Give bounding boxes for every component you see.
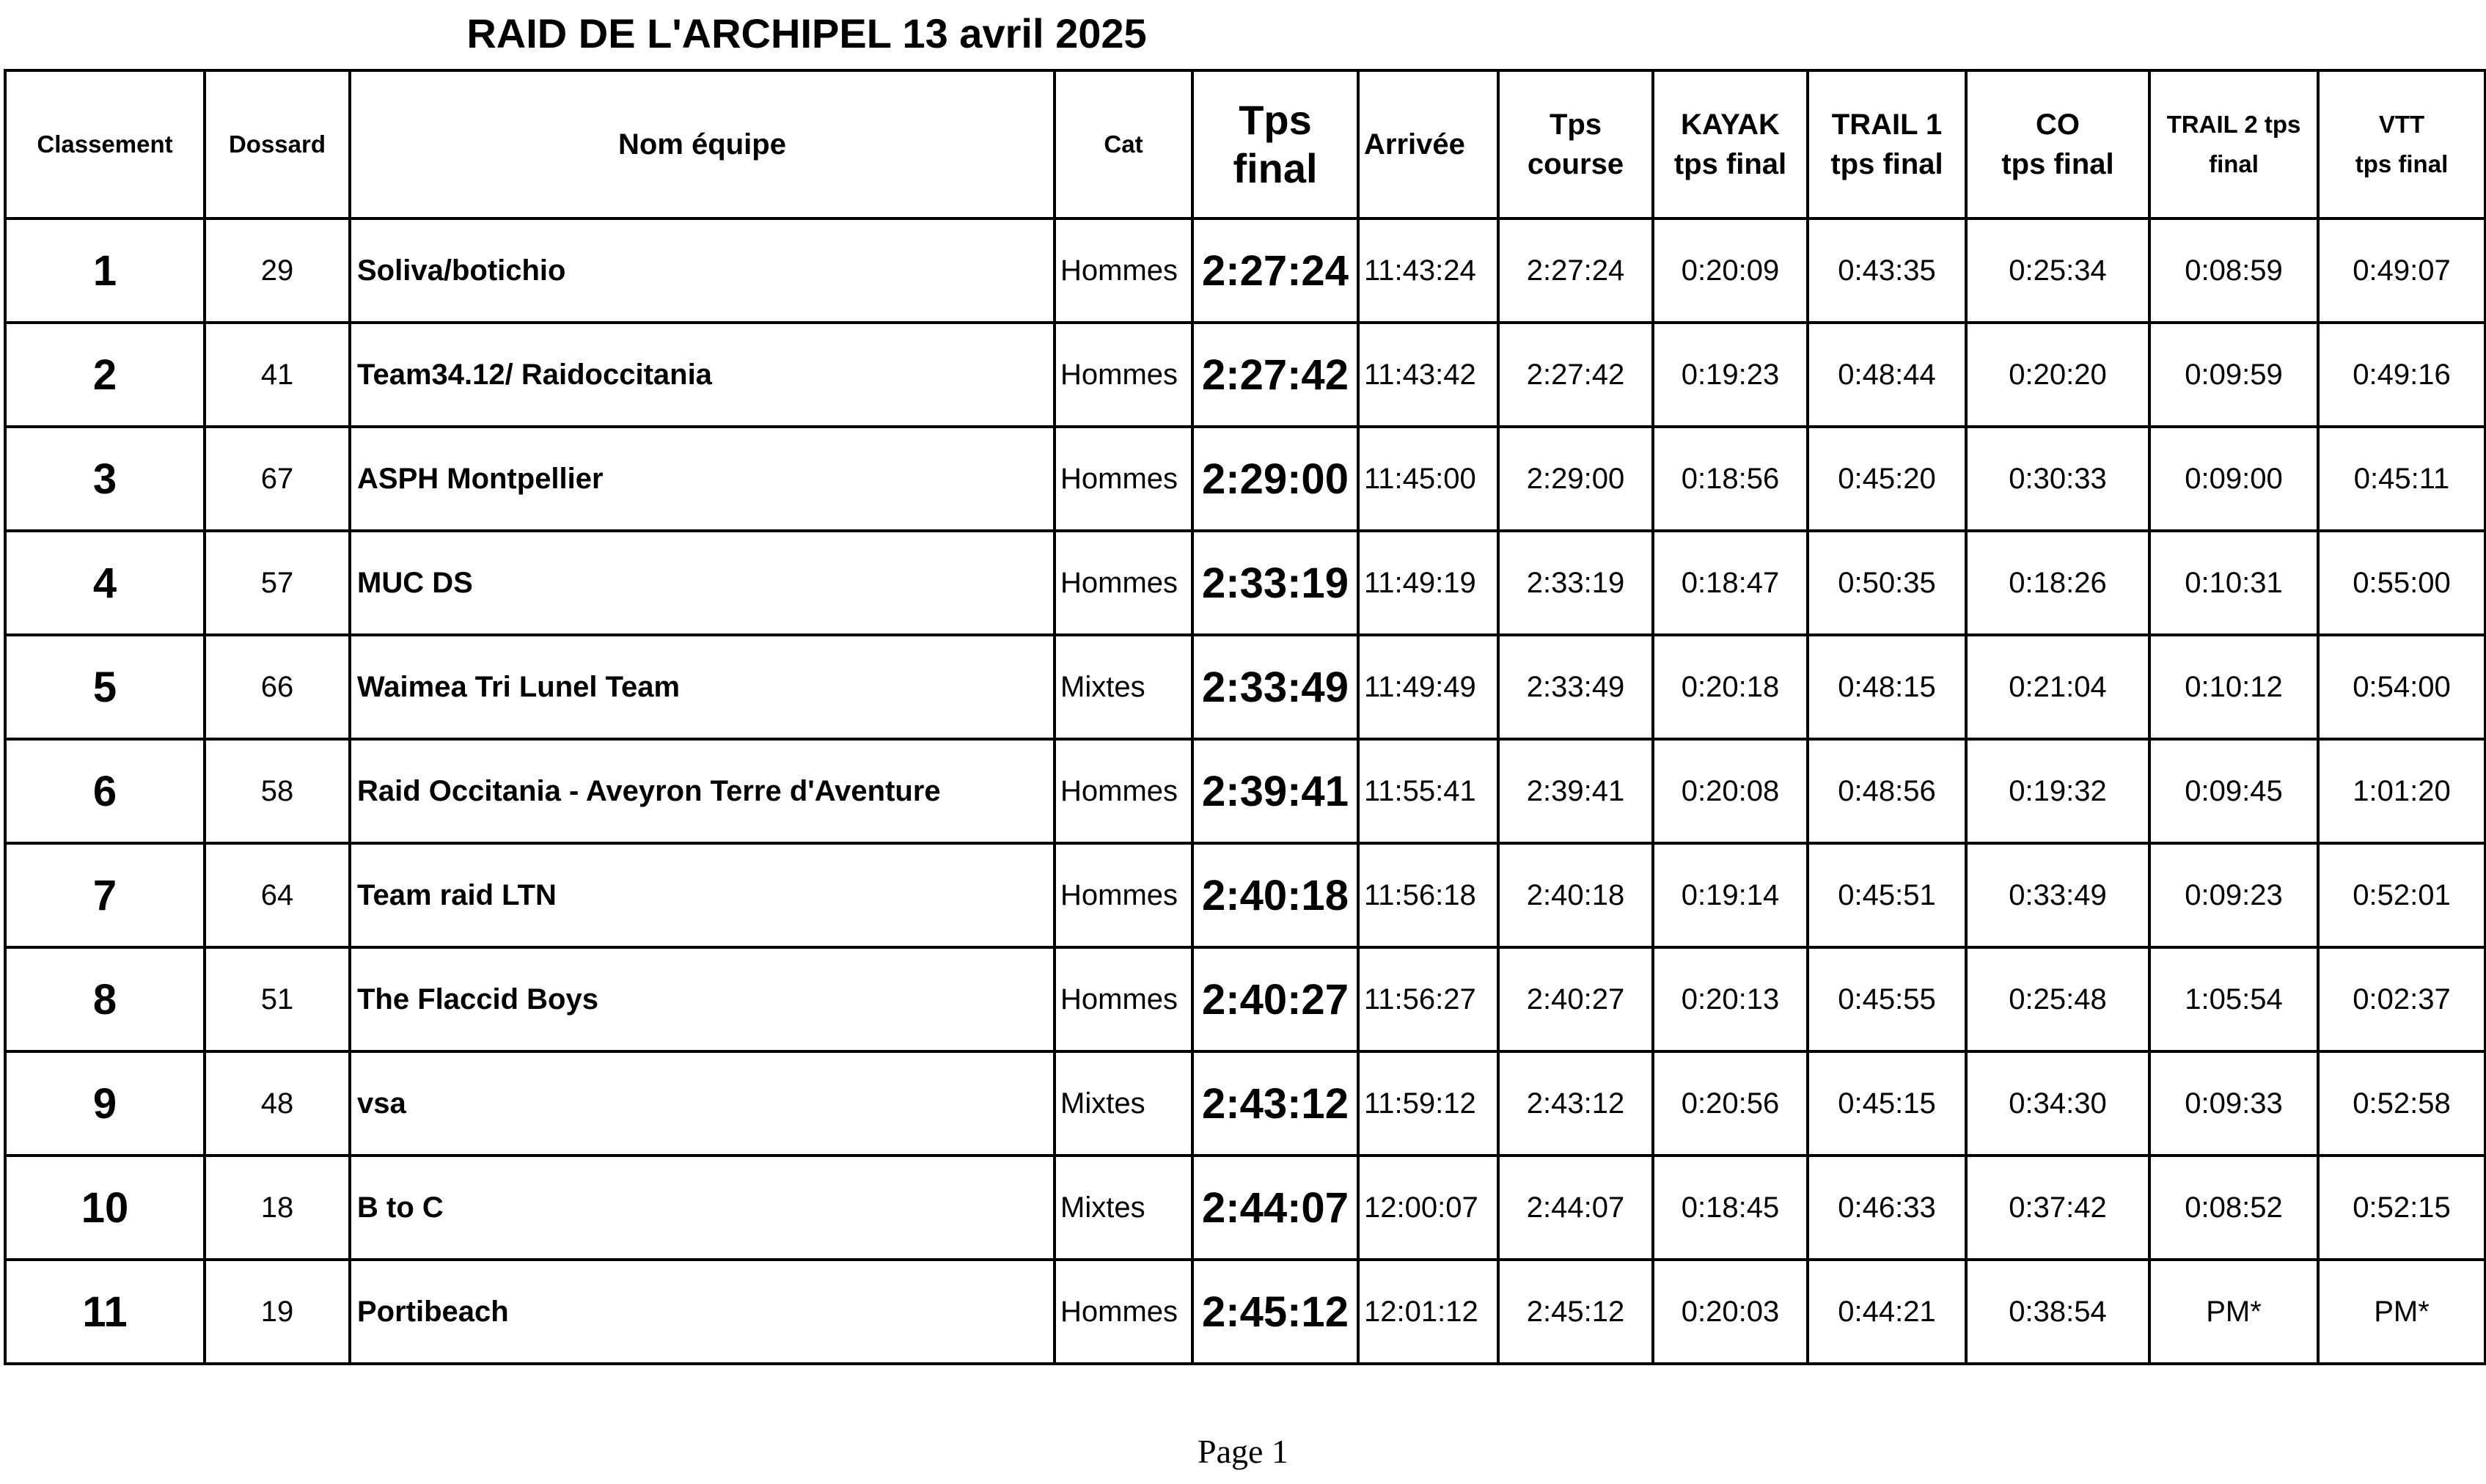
cell-tps-course: 2:27:24 <box>1498 218 1653 323</box>
cell-dossard: 57 <box>205 531 350 635</box>
cell-kayak: 0:18:56 <box>1653 427 1808 531</box>
cell-arrivee: 11:49:49 <box>1358 635 1498 739</box>
cell-category: Hommes <box>1055 531 1192 635</box>
cell-rank: 4 <box>5 531 205 635</box>
cell-rank: 7 <box>5 843 205 947</box>
cell-kayak: 0:18:47 <box>1653 531 1808 635</box>
cell-tps-course: 2:39:41 <box>1498 739 1653 843</box>
header-vtt-line1: VTT <box>2378 111 2425 138</box>
cell-co: 0:33:49 <box>1966 843 2149 947</box>
cell-category: Hommes <box>1055 843 1192 947</box>
cell-dossard: 29 <box>205 218 350 323</box>
header-trail1-line1: TRAIL 1 <box>1831 109 1943 141</box>
table-row <box>5 843 2485 947</box>
cell-team-name: Team34.12/ Raidoccitania <box>350 323 1055 427</box>
cell-vtt: 0:52:01 <box>2318 843 2485 947</box>
cell-trail1: 0:48:44 <box>1808 323 1966 427</box>
header-tps-course-line2: course <box>1527 148 1624 180</box>
cell-team-name: Portibeach <box>350 1260 1055 1364</box>
cell-co: 0:25:48 <box>1966 947 2149 1051</box>
cell-team-name: The Flaccid Boys <box>350 947 1055 1051</box>
cell-category: Mixtes <box>1055 1156 1192 1260</box>
cell-arrivee: 11:56:27 <box>1358 947 1498 1051</box>
cell-dossard: 48 <box>205 1051 350 1156</box>
cell-team-name: B to C <box>350 1156 1055 1260</box>
header-vtt-line2: tps final <box>2355 150 2449 177</box>
header-trail2 <box>2149 70 2318 218</box>
cell-vtt: 0:52:58 <box>2318 1051 2485 1156</box>
cell-tps-final: 2:27:24 <box>1192 218 1358 323</box>
header-tps-final-line1: Tps <box>1239 97 1312 143</box>
cell-dossard: 66 <box>205 635 350 739</box>
cell-trail1: 0:46:33 <box>1808 1156 1966 1260</box>
header-kayak <box>1653 70 1808 218</box>
cell-arrivee: 11:55:41 <box>1358 739 1498 843</box>
document-title: RAID DE L'ARCHIPEL 13 avril 2025 <box>466 10 1147 56</box>
cell-team-name: Waimea Tri Lunel Team <box>350 635 1055 739</box>
header-trail2-line2: final <box>2209 150 2259 177</box>
cell-category: Mixtes <box>1055 635 1192 739</box>
cell-rank: 11 <box>5 1260 205 1364</box>
table-row <box>5 323 2485 427</box>
cell-tps-course: 2:40:27 <box>1498 947 1653 1051</box>
cell-tps-final: 2:29:00 <box>1192 427 1358 531</box>
table-row <box>5 218 2485 323</box>
cell-tps-final: 2:39:41 <box>1192 739 1358 843</box>
cell-tps-final: 2:27:42 <box>1192 323 1358 427</box>
cell-team-name: Team raid LTN <box>350 843 1055 947</box>
cell-co: 0:20:20 <box>1966 323 2149 427</box>
header-co-line2: tps final <box>2001 148 2114 180</box>
header-kayak-line1: KAYAK <box>1681 109 1780 141</box>
cell-vtt: 0:45:11 <box>2318 427 2485 531</box>
cell-team-name: Raid Occitania - Aveyron Terre d'Aventure <box>350 739 1055 843</box>
cell-trail1: 0:45:55 <box>1808 947 1966 1051</box>
header-vtt <box>2318 70 2485 218</box>
cell-kayak: 0:20:56 <box>1653 1051 1808 1156</box>
header-tps-course <box>1498 70 1653 218</box>
cell-trail2: 0:09:23 <box>2149 843 2318 947</box>
cell-tps-final: 2:40:27 <box>1192 947 1358 1051</box>
cell-co: 0:30:33 <box>1966 427 2149 531</box>
cell-trail2: 0:10:12 <box>2149 635 2318 739</box>
cell-rank: 6 <box>5 739 205 843</box>
header-trail1 <box>1808 70 1966 218</box>
header-arrivee: Arrivée <box>1358 70 1498 218</box>
cell-dossard: 58 <box>205 739 350 843</box>
cell-tps-final: 2:33:19 <box>1192 531 1358 635</box>
table-row <box>5 739 2485 843</box>
results-table <box>4 69 2486 1365</box>
cell-dossard: 51 <box>205 947 350 1051</box>
cell-trail2: 0:09:59 <box>2149 323 2318 427</box>
cell-arrivee: 11:56:18 <box>1358 843 1498 947</box>
cell-rank: 10 <box>5 1156 205 1260</box>
cell-tps-course: 2:33:19 <box>1498 531 1653 635</box>
cell-tps-course: 2:44:07 <box>1498 1156 1653 1260</box>
cell-dossard: 19 <box>205 1260 350 1364</box>
cell-trail2: 0:08:52 <box>2149 1156 2318 1260</box>
cell-arrivee: 12:00:07 <box>1358 1156 1498 1260</box>
cell-trail1: 0:48:15 <box>1808 635 1966 739</box>
cell-category: Hommes <box>1055 427 1192 531</box>
cell-team-name: vsa <box>350 1051 1055 1156</box>
header-trail1-line2: tps final <box>1830 148 1943 180</box>
cell-kayak: 0:20:18 <box>1653 635 1808 739</box>
cell-co: 0:25:34 <box>1966 218 2149 323</box>
cell-rank: 9 <box>5 1051 205 1156</box>
header-dossard: Dossard <box>205 70 350 218</box>
cell-team-name: Soliva/botichio <box>350 218 1055 323</box>
header-classement: Classement <box>5 70 205 218</box>
cell-arrivee: 11:43:24 <box>1358 218 1498 323</box>
header-co-line1: CO <box>2036 109 2080 141</box>
cell-tps-course: 2:45:12 <box>1498 1260 1653 1364</box>
cell-co: 0:19:32 <box>1966 739 2149 843</box>
cell-tps-course: 2:40:18 <box>1498 843 1653 947</box>
header-kayak-line2: tps final <box>1673 148 1787 180</box>
cell-kayak: 0:20:13 <box>1653 947 1808 1051</box>
table-row <box>5 427 2485 531</box>
cell-tps-course: 2:43:12 <box>1498 1051 1653 1156</box>
cell-kayak: 0:20:03 <box>1653 1260 1808 1364</box>
header-tps-course-line1: Tps <box>1549 109 1602 141</box>
cell-category: Hommes <box>1055 218 1192 323</box>
cell-tps-final: 2:45:12 <box>1192 1260 1358 1364</box>
table-row <box>5 1260 2485 1364</box>
cell-co: 0:21:04 <box>1966 635 2149 739</box>
cell-trail1: 0:50:35 <box>1808 531 1966 635</box>
cell-trail1: 0:44:21 <box>1808 1260 1966 1364</box>
cell-arrivee: 11:49:19 <box>1358 531 1498 635</box>
cell-team-name: ASPH Montpellier <box>350 427 1055 531</box>
cell-trail2: 0:10:31 <box>2149 531 2318 635</box>
cell-vtt: PM* <box>2318 1260 2485 1364</box>
cell-trail1: 0:43:35 <box>1808 218 1966 323</box>
cell-category: Hommes <box>1055 947 1192 1051</box>
header-tps-final-line2: final <box>1233 145 1318 191</box>
cell-kayak: 0:19:23 <box>1653 323 1808 427</box>
cell-arrivee: 11:43:42 <box>1358 323 1498 427</box>
cell-dossard: 64 <box>205 843 350 947</box>
cell-dossard: 41 <box>205 323 350 427</box>
cell-category: Hommes <box>1055 323 1192 427</box>
cell-tps-final: 2:44:07 <box>1192 1156 1358 1260</box>
cell-tps-final: 2:43:12 <box>1192 1051 1358 1156</box>
cell-rank: 2 <box>5 323 205 427</box>
table-row <box>5 531 2485 635</box>
cell-vtt: 0:52:15 <box>2318 1156 2485 1260</box>
cell-kayak: 0:20:08 <box>1653 739 1808 843</box>
cell-kayak: 0:20:09 <box>1653 218 1808 323</box>
cell-co: 0:34:30 <box>1966 1051 2149 1156</box>
cell-vtt: 0:02:37 <box>2318 947 2485 1051</box>
table-row <box>5 635 2485 739</box>
cell-trail2: 0:09:00 <box>2149 427 2318 531</box>
cell-trail1: 0:45:15 <box>1808 1051 1966 1156</box>
cell-arrivee: 11:45:00 <box>1358 427 1498 531</box>
cell-co: 0:37:42 <box>1966 1156 2149 1260</box>
cell-dossard: 67 <box>205 427 350 531</box>
cell-trail2: 1:05:54 <box>2149 947 2318 1051</box>
cell-trail1: 0:45:51 <box>1808 843 1966 947</box>
cell-tps-final: 2:40:18 <box>1192 843 1358 947</box>
cell-vtt: 1:01:20 <box>2318 739 2485 843</box>
header-cat: Cat <box>1055 70 1192 218</box>
header-trail2-line1: TRAIL 2 tps <box>2166 111 2301 138</box>
table-row <box>5 947 2485 1051</box>
cell-rank: 5 <box>5 635 205 739</box>
cell-arrivee: 12:01:12 <box>1358 1260 1498 1364</box>
cell-tps-course: 2:33:49 <box>1498 635 1653 739</box>
cell-tps-final: 2:33:49 <box>1192 635 1358 739</box>
cell-team-name: MUC DS <box>350 531 1055 635</box>
cell-kayak: 0:18:45 <box>1653 1156 1808 1260</box>
cell-trail2: 0:09:33 <box>2149 1051 2318 1156</box>
results-body <box>5 218 2485 1364</box>
cell-rank: 1 <box>5 218 205 323</box>
cell-vtt: 0:49:07 <box>2318 218 2485 323</box>
cell-category: Hommes <box>1055 739 1192 843</box>
cell-vtt: 0:49:16 <box>2318 323 2485 427</box>
table-header-row <box>5 70 2485 218</box>
header-nom-equipe: Nom équipe <box>350 70 1055 218</box>
table-row <box>5 1051 2485 1156</box>
cell-vtt: 0:54:00 <box>2318 635 2485 739</box>
cell-category: Mixtes <box>1055 1051 1192 1156</box>
cell-trail1: 0:45:20 <box>1808 427 1966 531</box>
cell-trail2: PM* <box>2149 1260 2318 1364</box>
cell-co: 0:18:26 <box>1966 531 2149 635</box>
table-row <box>5 1156 2485 1260</box>
page-number: Page 1 <box>1198 1433 1288 1470</box>
cell-tps-course: 2:29:00 <box>1498 427 1653 531</box>
cell-category: Hommes <box>1055 1260 1192 1364</box>
cell-trail2: 0:09:45 <box>2149 739 2318 843</box>
cell-dossard: 18 <box>205 1156 350 1260</box>
cell-rank: 3 <box>5 427 205 531</box>
header-co <box>1966 70 2149 218</box>
header-tps-final <box>1192 70 1358 218</box>
cell-rank: 8 <box>5 947 205 1051</box>
cell-vtt: 0:55:00 <box>2318 531 2485 635</box>
cell-arrivee: 11:59:12 <box>1358 1051 1498 1156</box>
cell-trail1: 0:48:56 <box>1808 739 1966 843</box>
cell-trail2: 0:08:59 <box>2149 218 2318 323</box>
cell-tps-course: 2:27:42 <box>1498 323 1653 427</box>
cell-co: 0:38:54 <box>1966 1260 2149 1364</box>
cell-kayak: 0:19:14 <box>1653 843 1808 947</box>
